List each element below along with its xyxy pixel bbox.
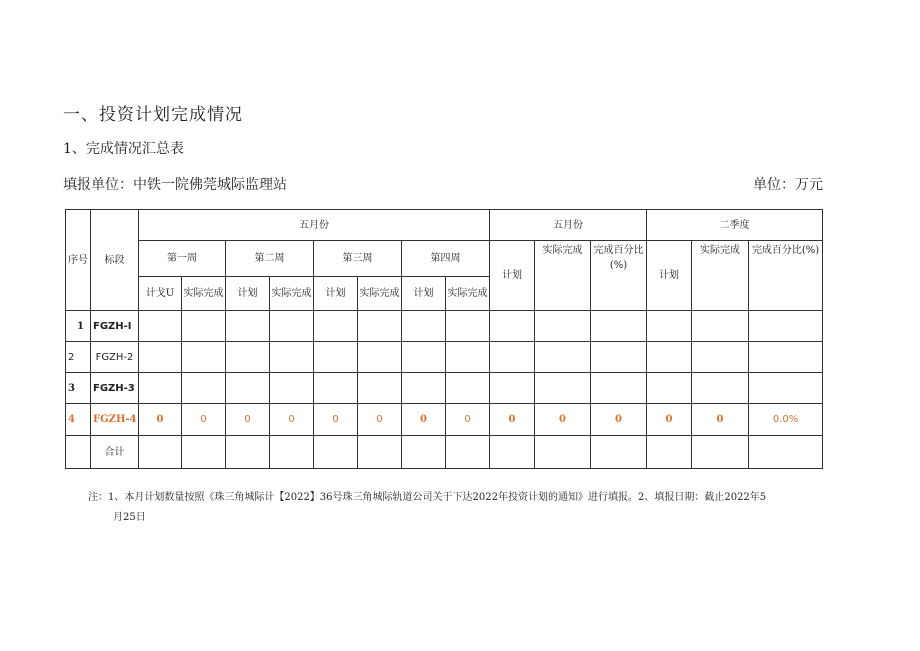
row-total-label: 合计 — [91, 436, 139, 469]
cell-value: 0 — [692, 404, 749, 436]
header-may-percent: 完成百分比(%) — [591, 241, 647, 311]
header-section: 标段 — [91, 210, 139, 311]
header-w3-actual: 实际完成 — [358, 277, 402, 311]
row-index: 3 — [66, 373, 91, 404]
page-heading: 一、投资计划完成情况 — [63, 105, 243, 125]
cell-value: 0 — [270, 404, 314, 436]
row-section: FGZH-3 — [91, 373, 139, 404]
header-w3-plan: 计划 — [314, 277, 358, 311]
unit-row — [63, 174, 823, 194]
unit-label: 单位：万元 — [753, 177, 823, 193]
cell-value: 0 — [314, 404, 358, 436]
header-w2-actual: 实际完成 — [270, 277, 314, 311]
header-week2: 第二周 — [226, 241, 314, 277]
header-q2-actual: 实际完成 — [692, 241, 749, 311]
table-row — [66, 342, 823, 373]
footnote-line: 月25日 — [113, 512, 146, 523]
cell-value: 0 — [591, 404, 647, 436]
cell-value: 0 — [446, 404, 490, 436]
cell-value: 0 — [182, 404, 226, 436]
cell-value: 0 — [490, 404, 535, 436]
header-w2-plan: 计划 — [226, 277, 270, 311]
footnote-line: 注：1、本月计划数量按照《珠三角城际计【2022】36号珠三角城际轨道公司关于下达2022年投资计划的通知》进行填报。2、填报日期：截止2022年5 — [88, 492, 767, 503]
cell-value: 0 — [139, 404, 182, 436]
header-w4-plan: 计划 — [402, 277, 446, 311]
cell-value: 0 — [402, 404, 446, 436]
header-week4: 第四周 — [402, 241, 490, 277]
row-section: FGZH-2 — [91, 342, 139, 373]
row-index: 4 — [66, 404, 91, 436]
header-q2-plan: 计划 — [647, 241, 692, 311]
header-may-plan: 计划 — [490, 241, 535, 311]
header-w1-actual: 实际完成 — [182, 277, 226, 311]
table-row — [66, 404, 823, 436]
row-section: FGZH-I — [91, 311, 139, 342]
cell-value: 0 — [647, 404, 692, 436]
table-row — [66, 311, 823, 342]
footnote — [88, 488, 808, 528]
row-index: 1 — [66, 311, 91, 342]
cell-value: 0.0% — [749, 404, 823, 436]
header-q2: 二季度 — [647, 210, 823, 241]
table-row-total — [66, 436, 823, 469]
table-subheading: 1、完成情况汇总表 — [63, 141, 184, 157]
table-row — [66, 373, 823, 404]
cell-value: 0 — [535, 404, 591, 436]
header-may-summary: 五月份 — [490, 210, 647, 241]
fill-unit-label: 填报单位：中铁一院佛莞城际监理站 — [63, 177, 287, 193]
header-may-weeks: 五月份 — [139, 210, 490, 241]
cell-value: 0 — [226, 404, 270, 436]
summary-table — [65, 209, 823, 469]
row-section: FGZH-4 — [91, 404, 139, 436]
header-week3: 第三周 — [314, 241, 402, 277]
header-may-actual: 实际完成 — [535, 241, 591, 311]
header-index: 序号 — [66, 210, 91, 311]
header-q2-percent: 完成百分比(%) — [749, 241, 823, 311]
header-w4-actual: 实际完成 — [446, 277, 490, 311]
header-week1: 第一周 — [139, 241, 226, 277]
row-index: 2 — [66, 342, 91, 373]
cell-value: 0 — [358, 404, 402, 436]
header-w1-plan: 计戈U — [139, 277, 182, 311]
